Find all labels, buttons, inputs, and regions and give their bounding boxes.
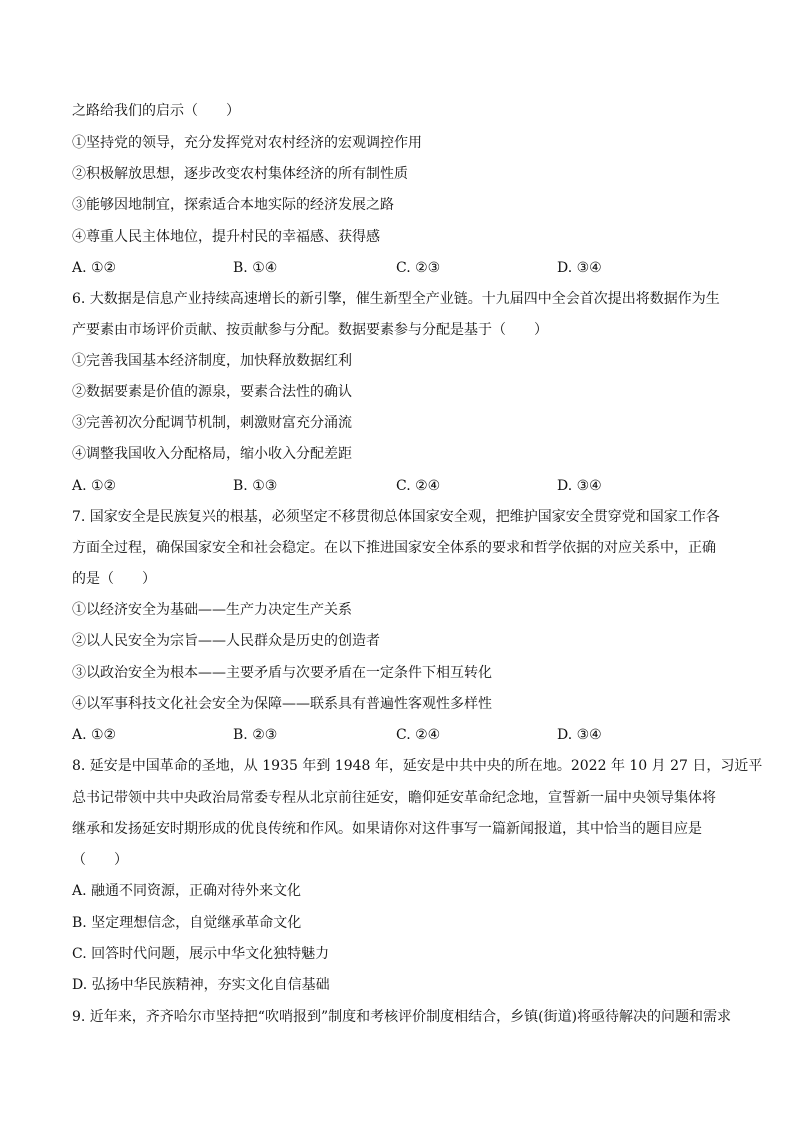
q5-item-2: ②积极解放思想，逐步改变农村集体经济的所有制性质 [72, 166, 408, 182]
q5-item-1: ①坚持党的领导，充分发挥党对农村经济的宏观调控作用 [72, 135, 422, 151]
q7-stem-line-3: 的是（ ） [72, 571, 156, 587]
q5-item-4: ④尊重人民主体地位，提升村民的幸福感、获得感 [72, 229, 380, 245]
q8-stem-line-3: 继承和发扬延安时期形成的优良传统和作风。如果请你对这件事写一篇新闻报道，其中恰当的题目应是 [72, 821, 702, 837]
q8-option-b: B. 坚定理想信念，自觉继承革命文化 [72, 915, 302, 931]
q7-option-a: A. ①② [72, 727, 117, 743]
q5-option-b: B. ①④ [233, 260, 278, 276]
q5-option-d: D. ③④ [557, 260, 602, 276]
q6-option-a: A. ①② [72, 478, 117, 494]
q6-item-3: ③完善初次分配调节机制，刺激财富充分涌流 [72, 415, 352, 431]
q5-option-c: C. ②③ [396, 260, 441, 276]
q6-option-c: C. ②④ [396, 478, 441, 494]
q6-stem-line-2: 产要素由市场评价贡献、按贡献参与分配。数据要素参与分配是基于（ ） [72, 322, 548, 338]
q8-stem-line-4: （ ） [72, 852, 128, 868]
q5-item-3: ③能够因地制宜，探索适合本地实际的经济发展之路 [72, 197, 394, 213]
q8-option-c: C. 回答时代问题，展示中华文化独特魅力 [72, 946, 330, 962]
q6-item-1: ①完善我国基本经济制度，加快释放数据红利 [72, 353, 352, 369]
q8-stem-line-2: 总书记带领中共中央政治局常委专程从北京前往延安，瞻仰延安革命纪念地，宣誓新一届中央领导集体将 [72, 790, 716, 806]
q8-stem-line-1: 8. 延安是中国革命的圣地，从 1935 年到 1948 年，延安是中共中央的所在地。2022 年 10 月 27 日，习近平 [72, 758, 763, 774]
q6-option-d: D. ③④ [557, 478, 602, 494]
q6-option-b: B. ①③ [233, 478, 278, 494]
q9-stem-line-1: 9. 近年来，齐齐哈尔市坚持把“吹哨报到”制度和考核评价制度相结合，乡镇(街道)将亟待解决的问题和需求 [72, 1009, 732, 1025]
q7-stem-line-2: 方面全过程，确保国家安全和社会稳定。在以下推进国家安全体系的要求和哲学依据的对应关系中，正确 [72, 540, 716, 556]
q7-item-3: ③以政治安全为根本——主要矛盾与次要矛盾在一定条件下相互转化 [72, 665, 492, 681]
q5-option-a: A. ①② [72, 260, 117, 276]
q6-item-4: ④调整我国收入分配格局，缩小收入分配差距 [72, 446, 352, 462]
q8-option-a: A. 融通不同资源，正确对待外来文化 [72, 883, 302, 899]
q7-stem-line-1: 7. 国家安全是民族复兴的根基，必须坚定不移贯彻总体国家安全观，把维护国家安全贯穿党和国家工作各 [72, 509, 720, 525]
q7-option-d: D. ③④ [557, 727, 602, 743]
q7-item-1: ①以经济安全为基础——生产力决定生产关系 [72, 602, 352, 618]
q7-option-b: B. ②③ [233, 727, 278, 743]
q7-item-4: ④以军事科技文化社会安全为保障——联系具有普遍性客观性多样性 [72, 696, 492, 712]
q8-option-d: D. 弘扬中华民族精神，夯实文化自信基础 [72, 977, 330, 993]
q5-stem-tail: 之路给我们的启示（ ） [72, 103, 240, 119]
q7-option-c: C. ②④ [396, 727, 441, 743]
q7-item-2: ②以人民安全为宗旨——人民群众是历史的创造者 [72, 633, 380, 649]
q6-item-2: ②数据要素是价值的源泉，要素合法性的确认 [72, 384, 352, 400]
q6-stem-line-1: 6. 大数据是信息产业持续高速增长的新引擎，催生新型全产业链。十九届四中全会首次提出将数据作为生 [72, 291, 720, 307]
